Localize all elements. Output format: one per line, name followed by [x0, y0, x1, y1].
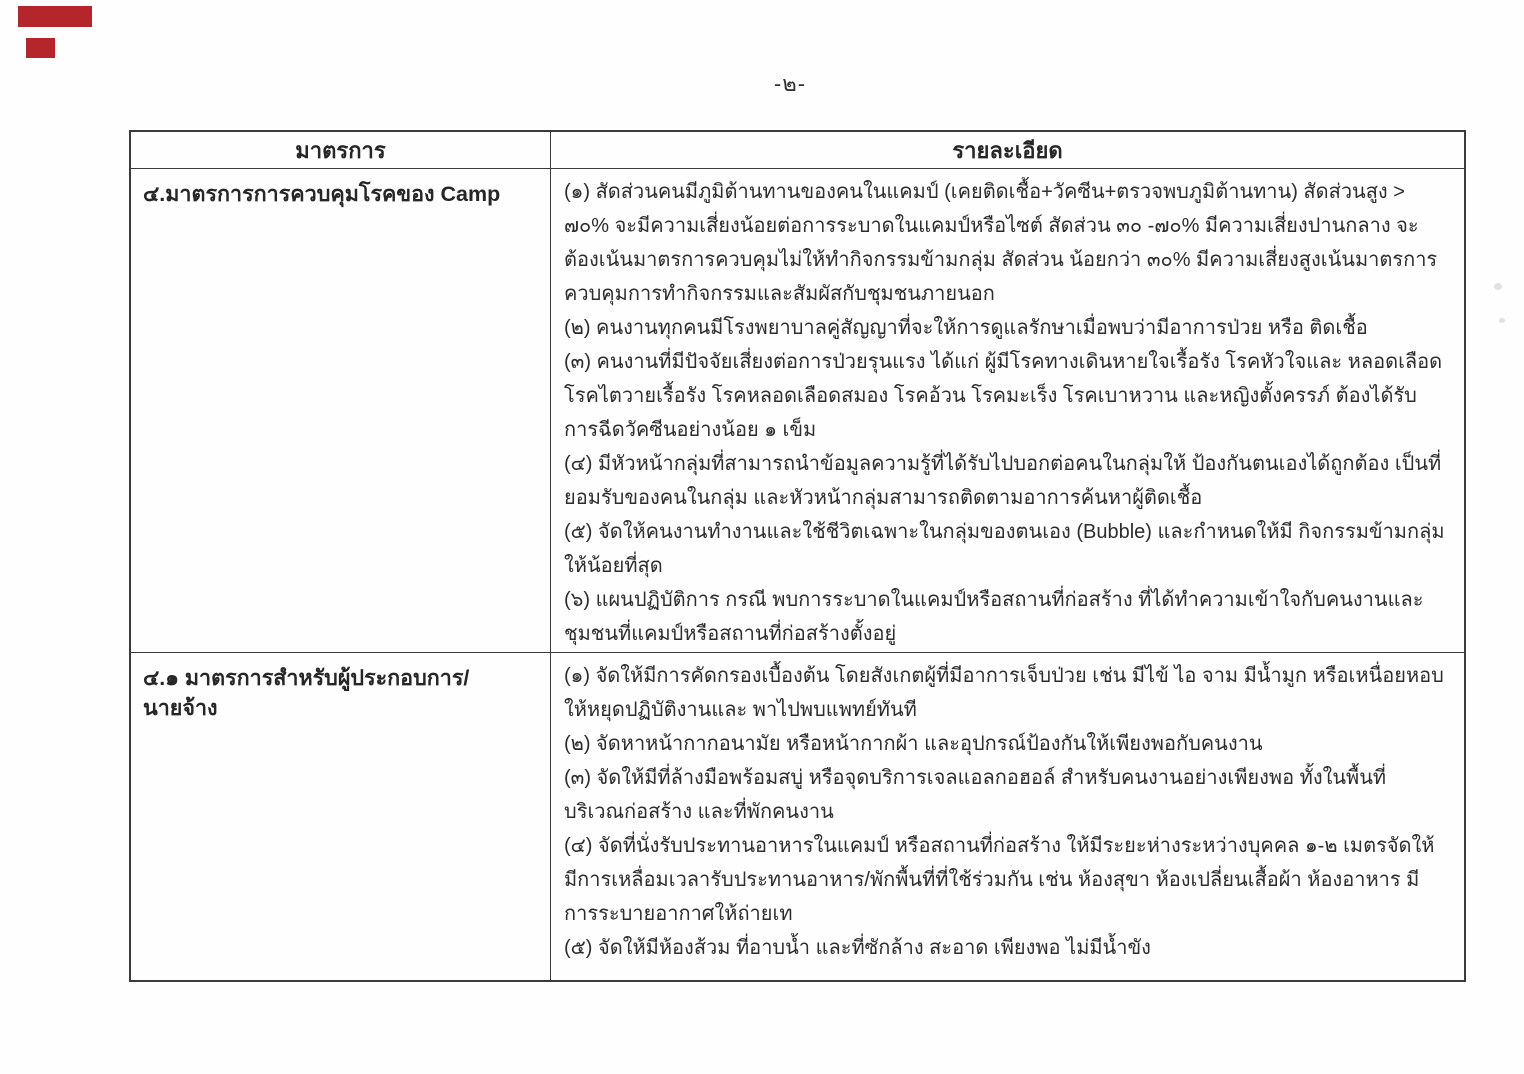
table-row-1-details	[551, 169, 1464, 653]
detail-item: (๕) จัดให้มีห้องส้วม ที่อาบน้ำ และที่ซักล้าง สะอาด เพียงพอ ไม่มีน้ำขัง	[564, 937, 1151, 959]
red-stamp-mark-small	[26, 38, 55, 58]
detail-item: (๒) จัดหาหน้ากากอนามัย หรือหน้ากากผ้า และอุปกรณ์ป้องกันให้เพียงพอกับคนงาน	[564, 733, 1263, 755]
table-row-2-details	[551, 653, 1464, 980]
table-row-1-measure: ๔.มาตรการการควบคุมโรคของ Camp	[131, 169, 551, 653]
detail-item: (๓) จัดให้มีที่ล้างมือพร้อมสบู่ หรือจุดบริการเจลแอลกอฮอล์ สำหรับคนงานอย่างเพียงพอ ทั้งในพื้นที่บริเวณก่อสร้าง และที่พักคนงาน	[564, 767, 1387, 823]
detail-item: (๕) จัดให้คนงานทำงานและใช้ชีวิตเฉพาะในกลุ่มของตนเอง (Bubble) และกำหนดให้มี กิจกรรมข้ามกลุ่มให้น้อยที่สุด	[564, 521, 1445, 577]
column-header-measure: มาตรการ	[131, 132, 551, 169]
measures-table	[129, 130, 1466, 982]
detail-item: (๓) คนงานที่มีปัจจัยเสี่ยงต่อการป่วยรุนแรง ได้แก่ ผู้มีโรคทางเดินหายใจเรื้อรัง โรคหัวใจและ หลอดเลือดโรคไตวายเรื้อรัง โรคหลอดเลือดสมอง โรคอ้วน โรคมะเร็ง โรคเบาหวาน และหญิงตั้งครรภ์ ต้องได้รับการฉีดวัคซีนอย่างน้อย ๑ เข็ม	[564, 351, 1443, 441]
column-header-details: รายละเอียด	[551, 132, 1464, 169]
scan-speckle	[1494, 283, 1502, 290]
table-row-2-measure: ๔.๑ มาตรการสำหรับผู้ประกอบการ/นายจ้าง	[131, 653, 551, 980]
red-stamp-mark	[18, 6, 92, 27]
scan-speckle	[1499, 318, 1505, 323]
detail-item: (๔) จัดที่นั่งรับประทานอาหารในแคมป์ หรือสถานที่ก่อสร้าง ให้มีระยะห่างระหว่างบุคคล ๑-๒ เมตรจัดให้มีการเหลื่อมเวลารับประทานอาหาร/พักพื้นที่ที่ใช้ร่วมกัน เช่น ห้องสุขา ห้องเปลี่ยนเสื้อผ้า ห้องอาหาร มีการระบายอากาศให้ถ่ายเท	[564, 835, 1435, 925]
detail-item: (๑) จัดให้มีการคัดกรองเบื้องต้น โดยสังเกตผู้ที่มีอาการเจ็บป่วย เช่น มีไข้ ไอ จาม มีน้ำมูก หรือเหนื่อยหอบ ให้หยุดปฏิบัติงานและ พาไปพบแพทย์ทันที	[564, 665, 1444, 721]
detail-item: (๖) แผนปฏิบัติการ กรณี พบการระบาดในแคมป์หรือสถานที่ก่อสร้าง ที่ได้ทำความเข้าใจกับคนงานและชุมชนที่แคมป์หรือสถานที่ก่อสร้างตั้งอยู่	[564, 589, 1424, 645]
detail-item: (๒) คนงานทุกคนมีโรงพยาบาลคู่สัญญาที่จะให้การดูแลรักษาเมื่อพบว่ามีอาการป่วย หรือ ติดเชื้อ	[564, 317, 1368, 339]
detail-item: (๑) สัดส่วนคนมีภูมิต้านทานของคนในแคมป์ (เคยติดเชื้อ+วัคซีน+ตรวจพบภูมิต้านทาน) สัดส่วนสูง > ๗๐% จะมีความเสี่ยงน้อยต่อการระบาดในแคมป์หรือไซต์ สัดส่วน ๓๐ -๗๐% มีความเสี่ยงปานกลาง จะต้องเน้นมาตรการควบคุมไม่ให้ทำกิจกรรมข้ามกลุ่ม สัดส่วน น้อยกว่า ๓๐% มีความเสี่ยงสูงเน้นมาตรการควบคุมการทำกิจกรรมและสัมผัสกับชุมชนภายนอก	[564, 181, 1438, 305]
page-number: -๒-	[773, 71, 807, 96]
detail-item: (๔) มีหัวหน้ากลุ่มที่สามารถนำข้อมูลความรู้ที่ได้รับไปบอกต่อคนในกลุ่มให้ ป้องกันตนเองได้ถูกต้อง เป็นที่ยอมรับของคนในกลุ่ม และหัวหน้ากลุ่มสามารถติดตามอาการค้นหาผู้ติดเชื้อ	[564, 453, 1442, 509]
